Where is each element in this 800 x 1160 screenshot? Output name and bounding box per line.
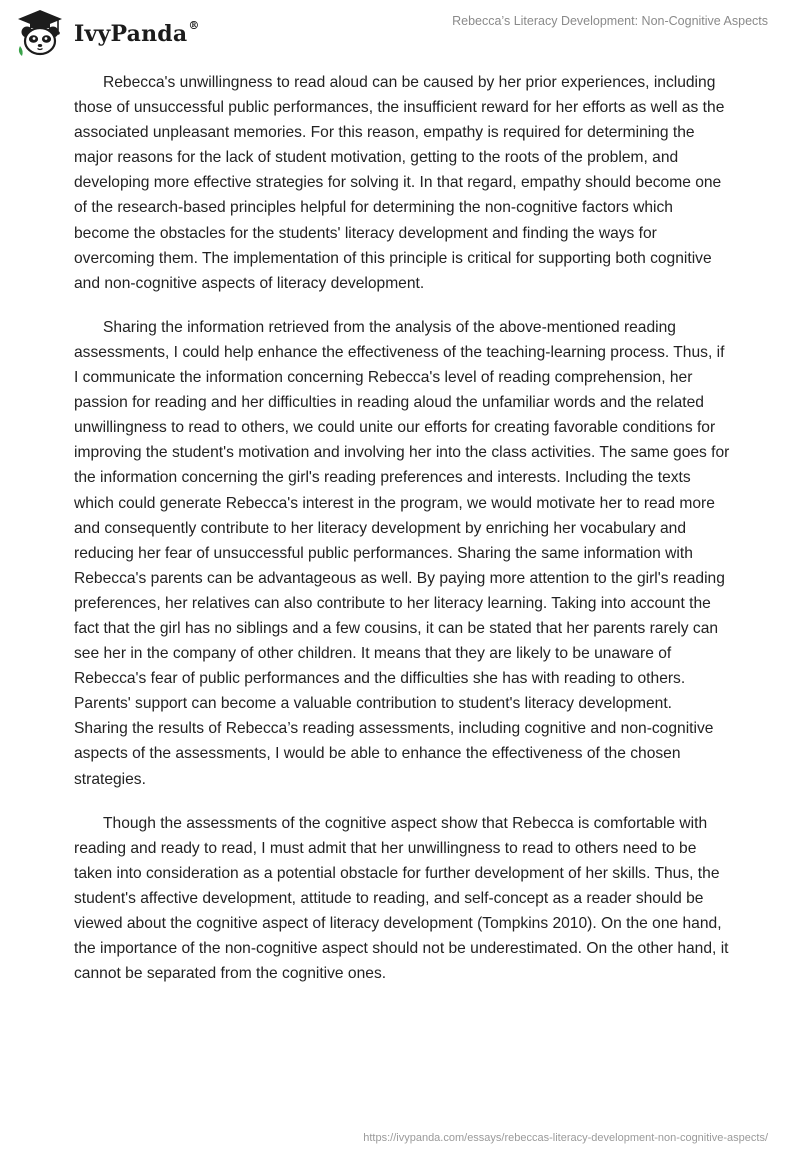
paragraph-1: Rebecca's unwillingness to read aloud can be caused by her prior experiences, including those of unsuccessful public performances, the insufficient reward for her efforts as well as the associated unpleasant memories. For this reason, empathy is required for determining the major reasons for the lack of student motivation, getting to the roots of the problem, and developing more effective strategies for solving it. In that regard, empathy should become one of the research-based principles helpful for determining the non-cognitive factors which become the obstacles for the students' literacy development and finding the ways for overcoming them. The implementation of this principle is critical for supporting both cognitive and non-cognitive aspects of literacy development. [74,74,725,292]
source-url[interactable]: https://ivypanda.com/essays/rebeccas-literacy-development-non-cognitive-aspects/ [363,1132,768,1144]
paragraph-2: Sharing the information retrieved from the analysis of the above-mentioned reading assessments, I could help enhance the effectiveness of the teaching-learning process. Thus, if I communicate the information concerning Rebecca's level of reading comprehension, her passion for reading and her difficulties in reading aloud the unfamiliar words and the related unwillingness to read to others, we could unite our efforts for creating favorable conditions for improving the student's motivation and involving her into the class activities. The same goes for the information concerning the girl's reading preferences and interests. Including the texts which could generate Rebecca's interest in the program, we would motivate her to read more and consequently contribute to her literacy development by enriching her vocabulary and reducing her fear of unsuccessful public performances. Sharing the same information with Rebecca's parents can be advantageous as well. By paying more attention to the girl's reading preferences, her relatives can also contribute to her literacy learning. Taking into account the fact that the girl has no siblings and a few cousins, it can be stated that her parents rarely can see her in the company of other children. It means that they are likely to be unaware of Rebecca's fear of public performances and the difficulties she has with reading to others. Parents' support can become a valuable contribution to student's literacy development. Sharing the results of Rebecca’s reading assessments, including cognitive and non-cognitive aspects of the assessments, I would be able to enhance the effectiveness of the chosen strategies. [74,318,730,788]
page-header [0,0,800,64]
registered-mark: ® [188,19,200,32]
ivypanda-logo[interactable] [14,8,200,58]
panda-logo-icon [14,8,66,58]
document-title: Rebecca’s Literacy Development: Non-Cognitive Aspects [452,14,768,28]
paragraph-3: Though the assessments of the cognitive aspect show that Rebecca is comfortable with reading and ready to read, I must admit that her unwillingness to read to others need to be taken into consideration as a potential obstacle for further development of her skills. Thus, the student's affective development, attitude to reading, and self-concept as a reader should be viewed about the cognitive aspect of literacy development (Tompkins 2010). On the one hand, the importance of the non-cognitive aspect should not be underestimated. On the other hand, it cannot be separated from the cognitive ones. [74,814,729,983]
brand-name-text: IvyPanda [74,21,188,47]
brand-name [74,21,200,47]
essay-body [74,70,730,1005]
